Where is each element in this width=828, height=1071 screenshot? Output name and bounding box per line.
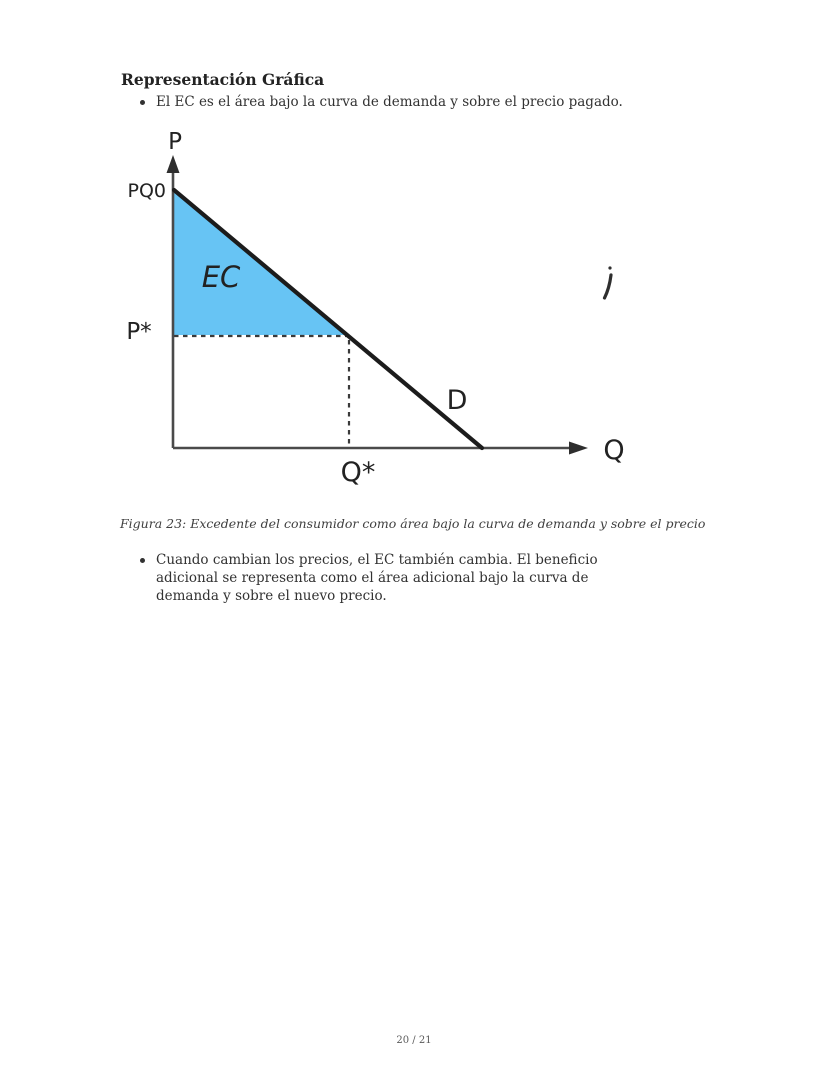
y-axis-label: P [168, 129, 182, 155]
equilibrium-quantity-label: Q* [340, 457, 376, 488]
bullet-icon [140, 558, 145, 563]
price-intercept-label: PQ0 [127, 180, 166, 202]
consumer-surplus-figure [120, 128, 660, 498]
page-number: 20 / 21 [396, 1035, 432, 1046]
surplus-area-label: EC [201, 260, 241, 294]
ink-artifact-mark [605, 266, 612, 298]
list-item-text: Cuando cambian los precios, el EC también cambia. El beneficio adicional se representa como el área adicional bajo la curva de demanda y sobre el nuevo precio. [156, 552, 598, 604]
equilibrium-price-label: P* [126, 319, 152, 345]
section-heading: Representación Gráfica [121, 70, 325, 89]
list-item-text: El EC es el área bajo la curva de demanda y sobre el precio pagado. [156, 94, 623, 110]
consumer-surplus-diagram [120, 128, 660, 498]
figure-caption: Figura 23: Excedente del consumidor como área bajo la curva de demanda y sobre el precio [120, 516, 706, 531]
x-axis-arrow-icon [569, 442, 588, 455]
bullet-icon [140, 100, 145, 105]
demand-curve-label: D [446, 385, 468, 416]
list-item [140, 93, 700, 111]
list-item [140, 551, 646, 605]
y-axis-arrow-icon [167, 155, 180, 173]
x-axis-label: Q [603, 435, 625, 466]
